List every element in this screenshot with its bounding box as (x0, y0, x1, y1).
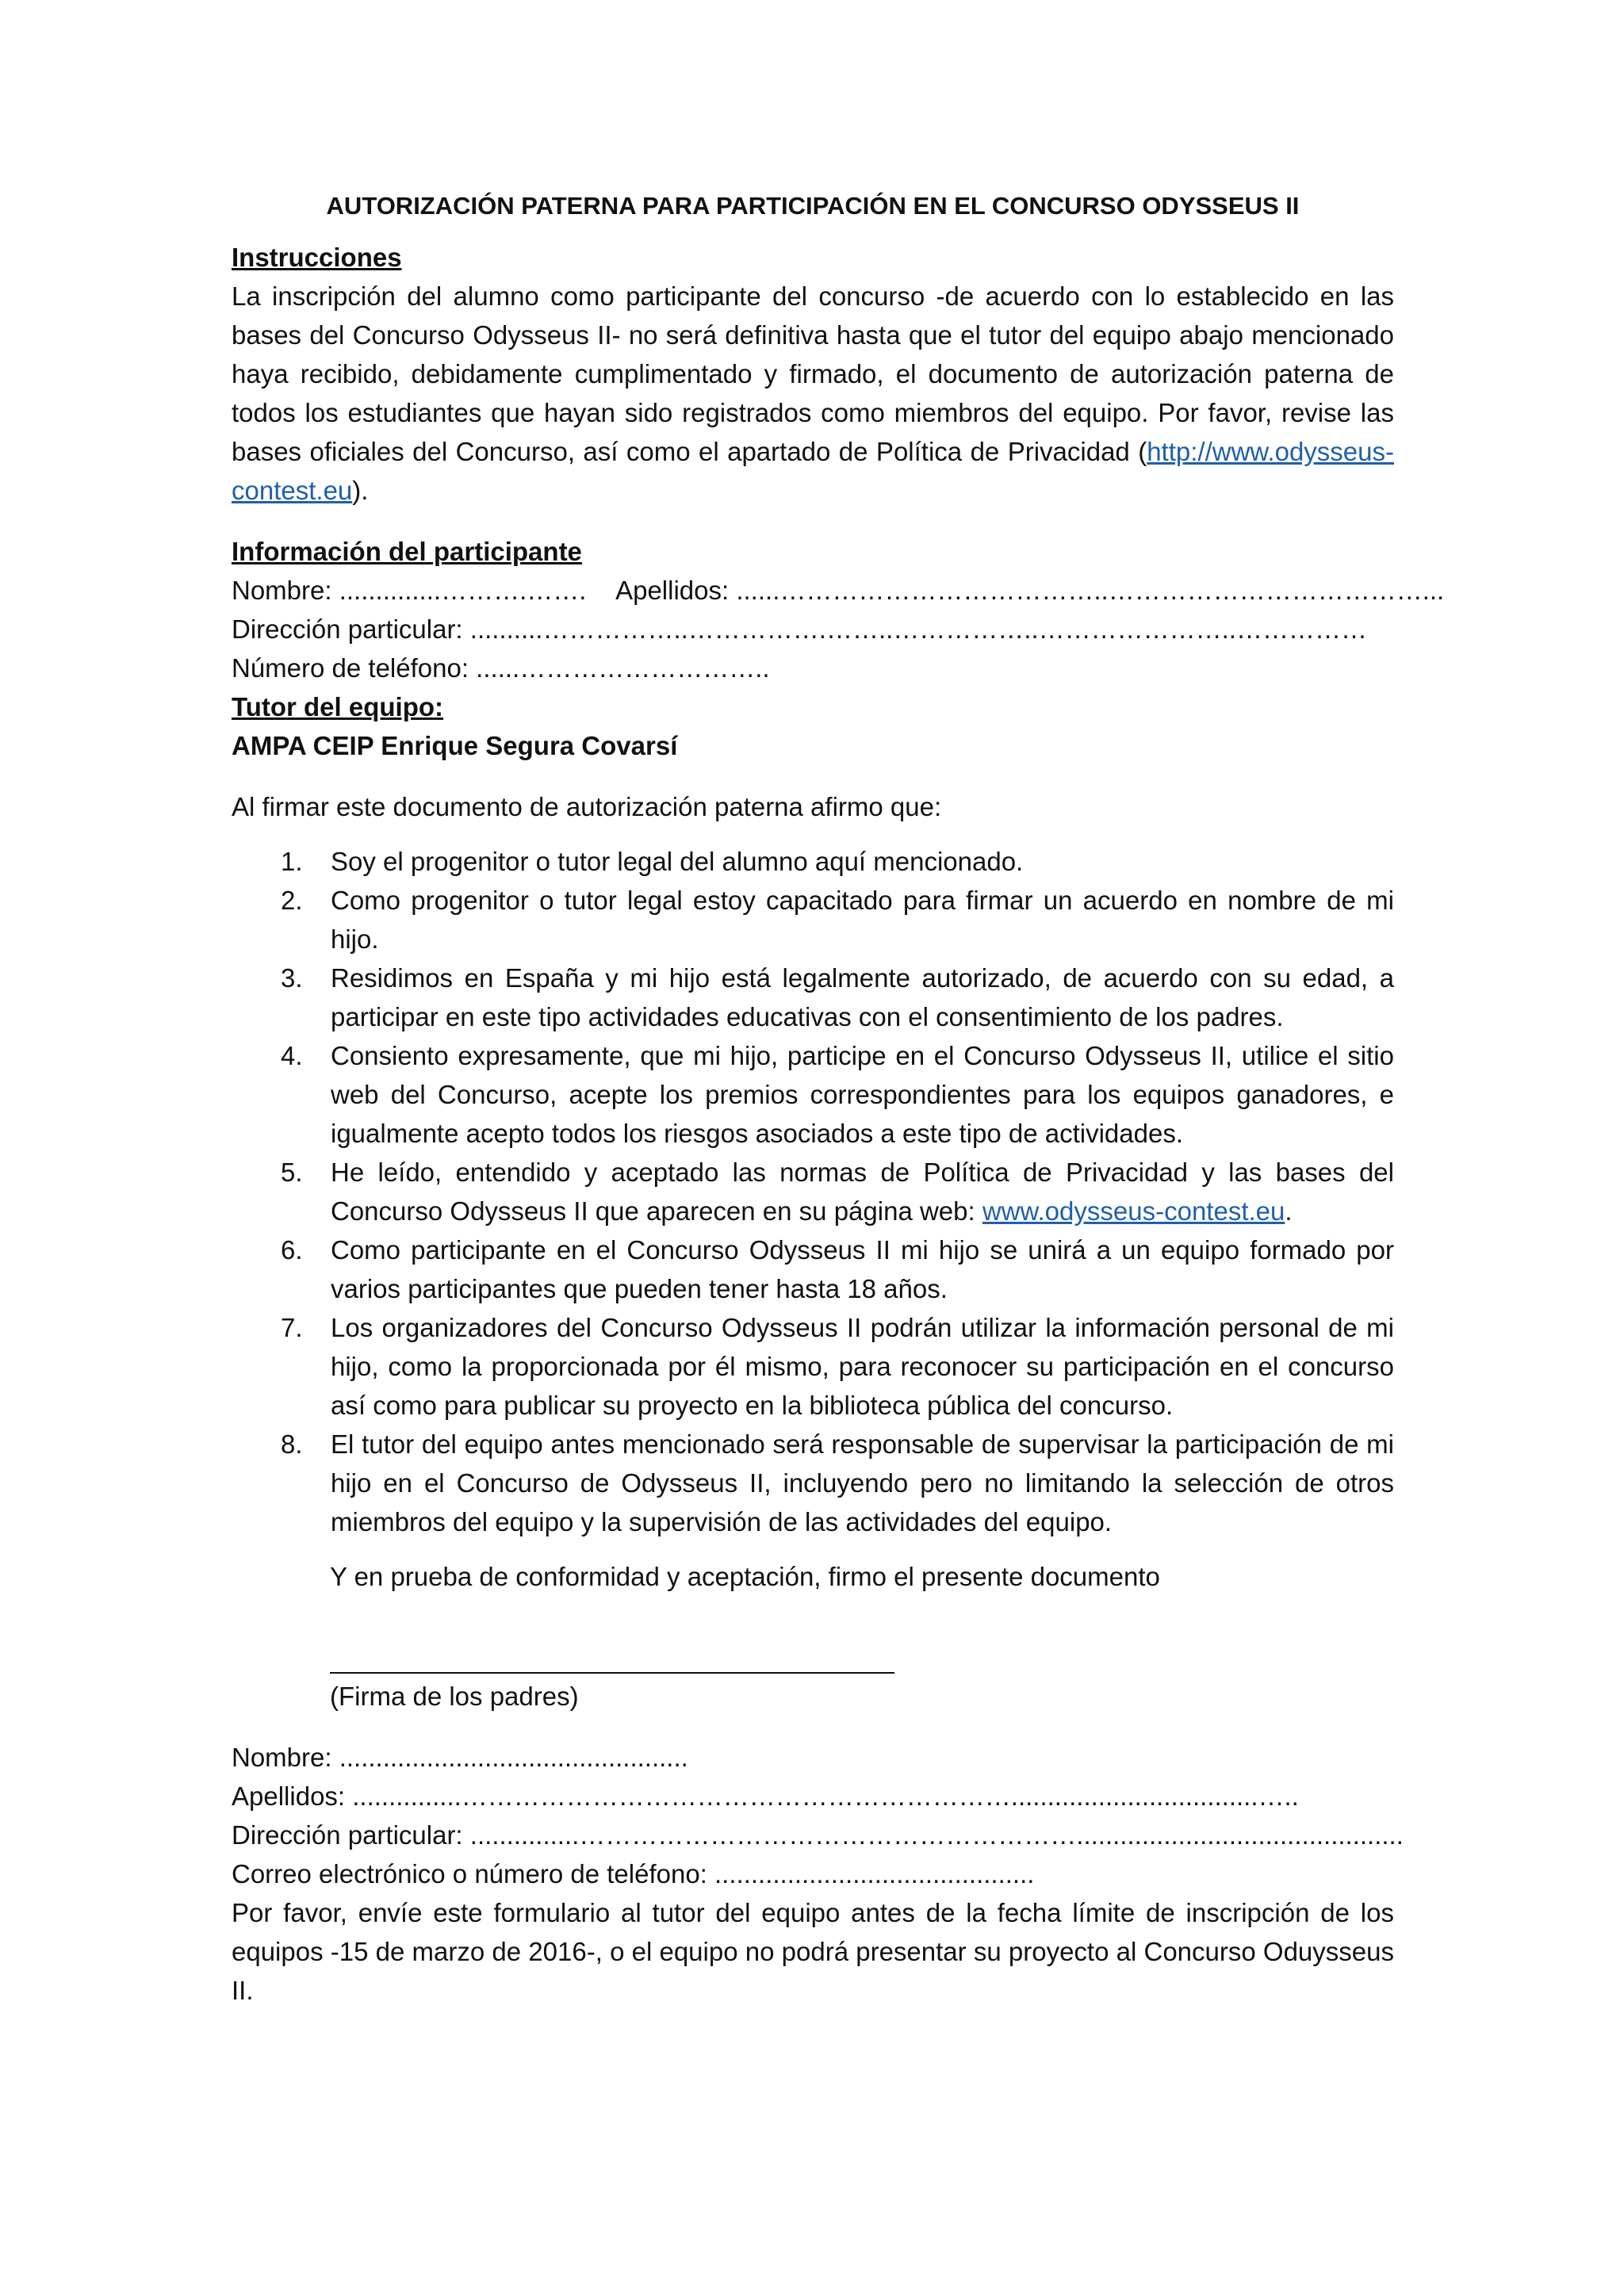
participant-name-field[interactable]: Nombre: ..............……….……. (232, 576, 587, 605)
tutor-heading: Tutor del equipo: (232, 692, 444, 721)
consent-item (281, 1308, 1394, 1425)
instructions-heading: Instrucciones (232, 243, 402, 272)
consent-item (281, 881, 1394, 959)
item-number: 6. (281, 1235, 303, 1265)
document-page (232, 187, 1445, 2010)
participant-phone-field[interactable]: Número de teléfono: ......……………………….. (232, 653, 770, 683)
instructions-text: La inscripción del alumno como participante del concurso -de acuerdo con lo establecido en las bases del Concurso Odysseus II- no será definitiva hasta que el tutor del equipo abajo mencionado haya recibido, debidamente cumplimentado y firmado, el documento de autorización paterna de todos los estudiantes que hayan sido registrados como miembros del equipo. Por favor, revise las bases oficiales del Concurso, así como el apartado de Política de Privacidad ( (232, 281, 1394, 466)
item-number: 8. (281, 1429, 303, 1459)
document-title: AUTORIZACIÓN PATERNA PARA PARTICIPACIÓN EN EL CONCURSO ODYSSEUS II (326, 192, 1300, 220)
instructions-paragraph (232, 277, 1394, 510)
item-number: 3. (281, 963, 303, 993)
item-text: Los organizadores del Concurso Odysseus II podrán utilizar la información personal de mi hijo, como la proporcionada por él mismo, para reconocer su participación en el concurso así como para publicar su proyecto en la biblioteca pública del concurso. (331, 1313, 1394, 1420)
item-text-end: . (1285, 1196, 1293, 1226)
signature-caption: (Firma de los padres) (330, 1682, 579, 1711)
item-number: 5. (281, 1158, 303, 1187)
parent-name-field[interactable]: Nombre: ................................................ (232, 1743, 688, 1772)
participant-surname-field[interactable]: Apellidos: ......………………………………..………………………………... (615, 576, 1445, 605)
statement-intro: Al firmar este documento de autorización paterna afirmo que: (232, 792, 942, 821)
consent-item (281, 842, 1394, 881)
participant-heading: Información del participante (232, 537, 582, 566)
item-number: 1. (281, 847, 303, 876)
footer-note: Por favor, envíe este formulario al tutor del equipo antes de la fecha límite de inscripción de los equipos -15 de marzo de 2016-, o el equipo no podrá presentar su proyecto al Concurso Oduysseus II. (232, 1898, 1394, 2005)
participant-address-field[interactable]: Dirección particular: ..........……………..…………….……..……………..…………………..…………… (232, 614, 1367, 644)
odysseus-website-link[interactable]: http://www.odysseus-contest.eu (232, 437, 1394, 505)
item-text: Como participante en el Concurso Odysseus II mi hijo se unirá a un equipo formado por varios participantes que pueden tener hasta 18 años. (331, 1235, 1394, 1303)
parent-contact-field[interactable]: Correo electrónico o número de teléfono: ............................................ (232, 1859, 1035, 1888)
consent-item (281, 1230, 1394, 1308)
consent-item (281, 1425, 1394, 1541)
consent-item (281, 959, 1394, 1036)
conformity-statement: Y en prueba de conformidad y aceptación, firmo el presente documento (330, 1562, 1160, 1591)
consent-item (281, 1153, 1394, 1230)
signature-line[interactable] (330, 1672, 894, 1674)
tutor-name: AMPA CEIP Enrique Segura Covarsí (232, 731, 678, 760)
parent-surname-field[interactable]: Apellidos: ...............………………………………………………………..................................….. (232, 1781, 1299, 1811)
item-text: Soy el progenitor o tutor legal del alumno aquí mencionado. (331, 847, 1024, 876)
item-text: Residimos en España y mi hijo está legalmente autorizado, de acuerdo con su edad, a participar en este tipo actividades educativas con el consentimiento de los padres. (331, 963, 1394, 1031)
item-text: Consiento expresamente, que mi hijo, participe en el Concurso Odysseus II, utilice el sitio web del Concurso, acepte los premios correspondientes para los equipos ganadores, e igualmente acepto todos los riesgos asociados a este tipo de actividades. (331, 1041, 1394, 1148)
odysseus-contest-link[interactable]: www.odysseus-contest.eu (982, 1196, 1285, 1226)
item-text: He leído, entendido y aceptado las normas de Política de Privacidad y las bases del Concurso Odysseus II que aparecen en su página web: (331, 1158, 1394, 1226)
item-text: El tutor del equipo antes mencionado será responsable de supervisar la participación de mi hijo en el Concurso de Odysseus II, incluyendo pero no limitando la selección de otros miembros del equipo y la supervisión de las actividades del equipo. (331, 1429, 1394, 1536)
consent-item (281, 1036, 1394, 1153)
item-number: 4. (281, 1041, 303, 1070)
item-number: 2. (281, 886, 303, 915)
consent-list (281, 842, 1394, 1541)
instructions-text-end: ). (352, 476, 369, 505)
item-number: 7. (281, 1313, 303, 1342)
item-text: Como progenitor o tutor legal estoy capacitado para firmar un acuerdo en nombre de mi hijo. (331, 886, 1394, 954)
participant-name-row (232, 571, 1445, 610)
parent-address-field[interactable]: Dirección particular: ...............…………………………………………………............................................. (232, 1820, 1404, 1850)
